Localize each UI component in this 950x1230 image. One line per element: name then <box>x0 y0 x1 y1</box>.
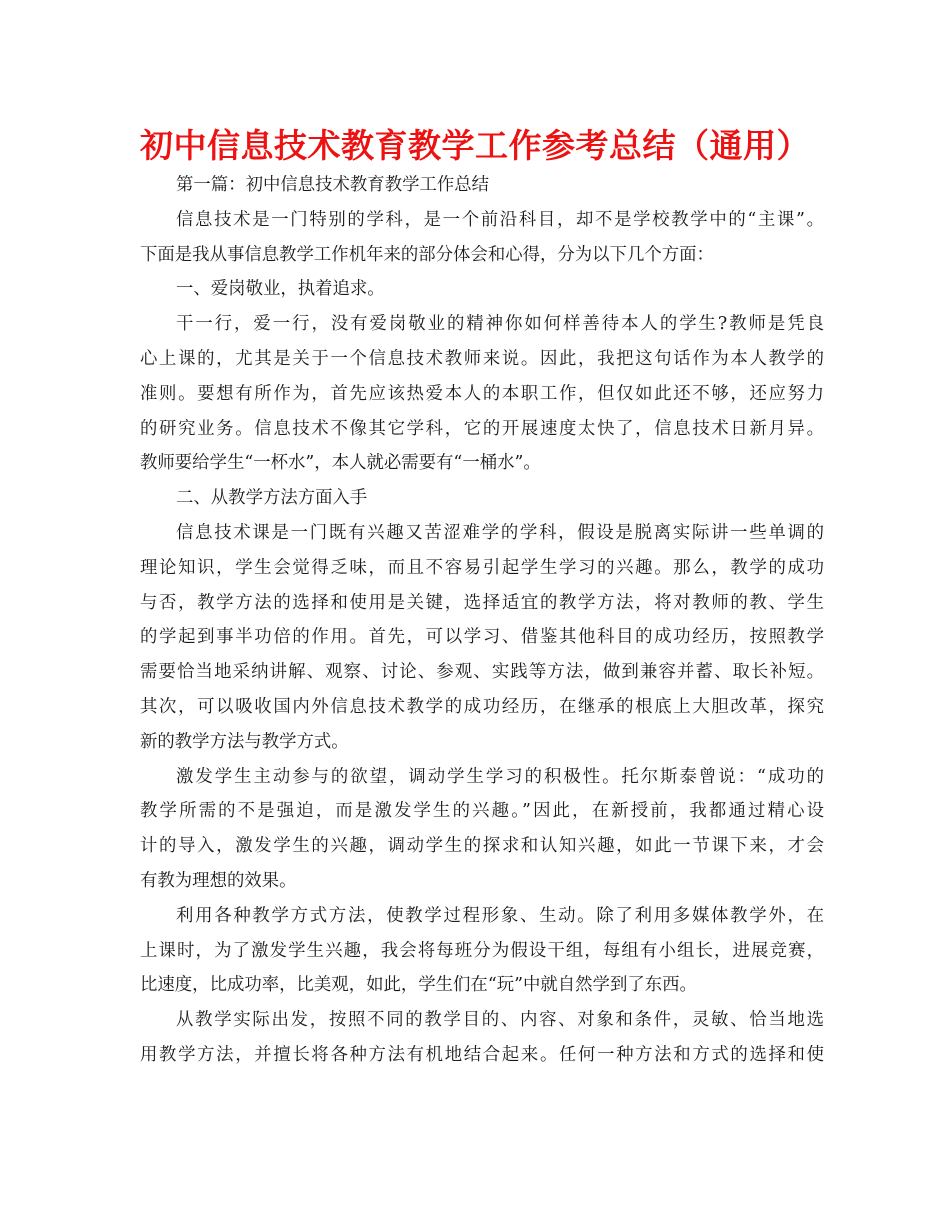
paragraph-line: 比速度，比成功率，比美观，如此，学生们在“玩”中就自然学到了东西。 <box>140 975 697 996</box>
paragraph-line: 教师要给学生“一杯水”，本人就必需要有“一桶水”。 <box>140 453 541 474</box>
paragraph-line: 信息技术课是一门既有兴趣又苦涩难学的学科，假设是脱离实际讲一些单调的 <box>176 522 824 543</box>
paragraph-line: 需要恰当地采纳讲解、观察、讨论、参观、实践等方法，做到兼容并蓄、取长补短。 <box>140 662 824 683</box>
paragraph-line: 的研究业务。信息技术不像其它学科，它的开展速度太快了，信息技术日新月异。 <box>140 418 824 439</box>
paragraph-line: 与否，教学方法的选择和使用是关键，选择适宜的教学方法，将对教师的教、学生 <box>140 592 824 613</box>
paragraph-line: 上课时，为了激发学生兴趣，我会将每班分为假设干组，每组有小组长，进展竞赛， <box>140 940 824 961</box>
paragraph-line: 计的导入，激发学生的兴趣，调动学生的探求和认知兴趣，如此一节课下来，才会 <box>140 836 824 857</box>
paragraph-line: 从教学实际出发，按照不同的教学目的、内容、对象和条件，灵敏、恰当地选 <box>176 1010 824 1031</box>
section-heading: 一、爱岗敬业，执着追求。 <box>176 279 385 300</box>
paragraph-line: 新的教学方法与教学方式。 <box>140 731 349 752</box>
paragraph-line: 准则。要想有所作为，首先应该热爱本人的本职工作，但仅如此还不够，还应努力 <box>140 383 824 404</box>
paragraph-line: 激发学生主动参与的欲望，调动学生学习的积极性。托尔斯泰曾说：“成功的 <box>176 766 824 787</box>
paragraph-line: 教学所需的不是强迫，而是激发学生的兴趣。”因此，在新授前，我都通过精心设 <box>140 801 824 822</box>
paragraph-line: 心上课的，尤其是关于一个信息技术教师来说。因此，我把这句话作为本人教学的 <box>140 348 824 369</box>
paragraph-line: 的学起到事半功倍的作用。首先，可以学习、借鉴其他科目的成功经历，按照教学 <box>140 627 824 648</box>
paragraph-line: 有教为理想的效果。 <box>140 870 297 891</box>
paragraph-line: 理论知识，学生会觉得乏味，而且不容易引起学生学习的兴趣。那么，教学的成功 <box>140 557 824 578</box>
paragraph-line: 信息技术是一门特别的学科，是一个前沿科目，却不是学校教学中的“主课”。 <box>176 209 824 230</box>
paragraph-line: 其次，可以吸收国内外信息技术教学的成功经历，在继承的根底上大胆改革，探究 <box>140 696 824 717</box>
section-heading-first-article: 第一篇：初中信息技术教育教学工作总结 <box>176 175 490 195</box>
paragraph-line: 下面是我从事信息教学工作机年来的部分体会和心得，分为以下几个方面： <box>140 244 714 265</box>
paragraph-line: 用教学方法，并擅长将各种方法有机地结合起来。任何一种方法和方式的选择和使 <box>140 1044 824 1065</box>
document-body <box>140 168 824 1073</box>
document-title: 初中信息技术教育教学工作参考总结（通用） <box>140 126 810 165</box>
section-heading: 二、从教学方法方面入手 <box>176 488 368 509</box>
paragraph-line: 利用各种教学方式方法，使教学过程形象、生动。除了利用多媒体教学外，在 <box>176 905 824 926</box>
paragraph-line: 干一行，爱一行，没有爱岗敬业的精神你如何样善待本人的学生?教师是凭良 <box>176 314 824 335</box>
